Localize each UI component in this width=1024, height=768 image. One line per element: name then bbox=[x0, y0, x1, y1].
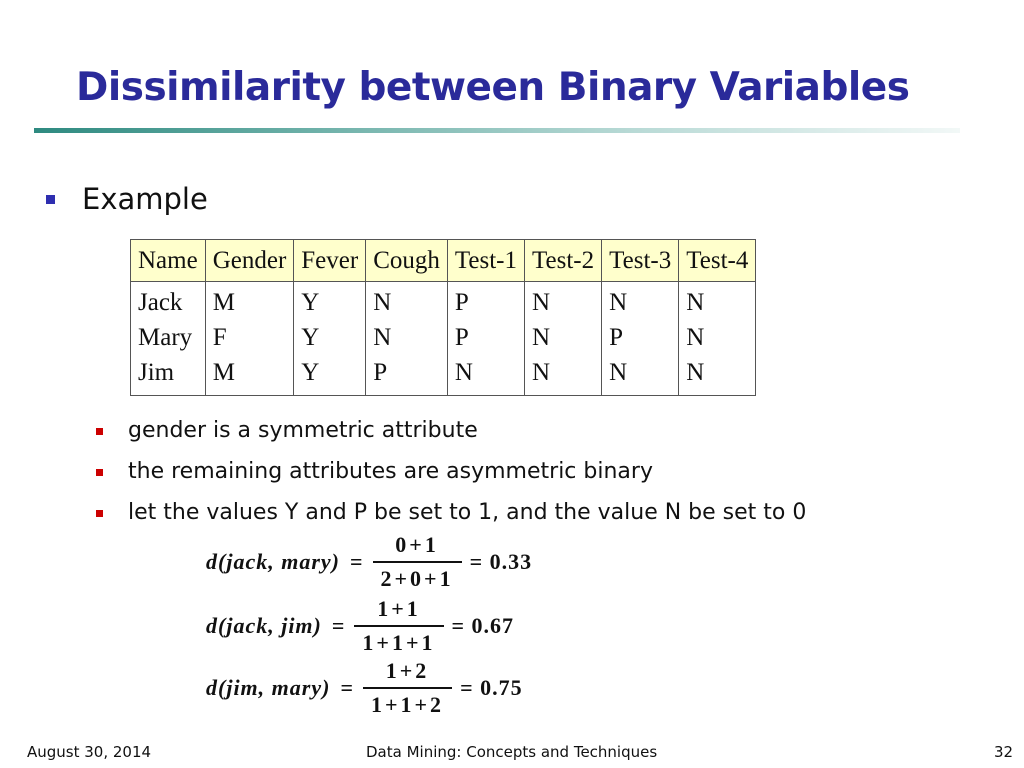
table-cell: N bbox=[609, 359, 628, 386]
equation-lhs: d(jim, mary) bbox=[206, 675, 331, 700]
header-test-4: Test-4 bbox=[679, 240, 756, 282]
col-gender bbox=[205, 282, 294, 396]
header-test-2: Test-2 bbox=[525, 240, 602, 282]
equation-result: = 0.33 bbox=[469, 549, 533, 574]
equation-lhs: d(jack, mary) bbox=[206, 549, 340, 574]
fraction-denominator: 2+0+1 bbox=[373, 561, 462, 592]
footer-title: Data Mining: Concepts and Techniques bbox=[366, 743, 658, 761]
equation-equals: = bbox=[349, 549, 363, 574]
table-cell: Jack bbox=[138, 289, 183, 316]
equation-jack-mary bbox=[206, 532, 532, 592]
col-test-3 bbox=[602, 282, 679, 396]
equation-fraction bbox=[354, 596, 443, 656]
footer-date: August 30, 2014 bbox=[27, 743, 152, 761]
header-name: Name bbox=[131, 240, 206, 282]
header-test-3: Test-3 bbox=[602, 240, 679, 282]
col-test-1 bbox=[447, 282, 524, 396]
col-fever bbox=[294, 282, 366, 396]
equation-fraction bbox=[363, 658, 452, 718]
table-cell: Y bbox=[301, 324, 320, 351]
table-cell: N bbox=[532, 359, 551, 386]
fraction-denominator: 1+1+2 bbox=[363, 687, 452, 718]
title-underline bbox=[34, 128, 960, 133]
header-cough: Cough bbox=[366, 240, 448, 282]
equation-result: = 0.75 bbox=[460, 675, 523, 700]
table-cell: P bbox=[373, 359, 388, 386]
table-cell: N bbox=[686, 289, 705, 316]
equation-lhs: d(jack, jim) bbox=[206, 613, 322, 638]
fraction-numerator: 1+1 bbox=[377, 596, 421, 621]
equation-result: = 0.67 bbox=[451, 613, 515, 638]
sub-bullet-marker bbox=[96, 428, 103, 435]
table-cell: N bbox=[454, 359, 473, 386]
header-test-1: Test-1 bbox=[447, 240, 524, 282]
header-fever: Fever bbox=[294, 240, 366, 282]
header-gender: Gender bbox=[205, 240, 294, 282]
equation-fraction bbox=[373, 532, 462, 592]
table-cell: N bbox=[609, 289, 628, 316]
table-cell: P bbox=[454, 324, 469, 351]
table-cell: N bbox=[532, 324, 551, 351]
table-cell: Y bbox=[301, 359, 320, 386]
col-test-2 bbox=[525, 282, 602, 396]
slide-title: Dissimilarity between Binary Variables bbox=[76, 65, 910, 110]
sub-bullet-marker bbox=[96, 469, 103, 476]
col-test-4 bbox=[679, 282, 756, 396]
table-cell: Jim bbox=[138, 359, 175, 386]
main-bullet-marker bbox=[46, 195, 55, 204]
equation-jack-jim bbox=[206, 596, 514, 656]
main-bullet-text: Example bbox=[82, 182, 208, 216]
sub-bullet-marker bbox=[96, 510, 103, 517]
table-cell: N bbox=[532, 289, 551, 316]
table-cell: N bbox=[373, 289, 392, 316]
sub-bullet-text: let the values Y and P be set to 1, and the value N be set to 0 bbox=[128, 500, 807, 525]
table-cell: P bbox=[609, 324, 624, 351]
sub-bullet-text: the remaining attributes are asymmetric binary bbox=[128, 459, 653, 484]
fraction-numerator: 1+2 bbox=[385, 658, 430, 683]
table-cell: F bbox=[212, 324, 227, 351]
equation-equals: = bbox=[340, 675, 353, 700]
sub-bullet-text: gender is a symmetric attribute bbox=[128, 418, 478, 443]
table-cell: M bbox=[212, 289, 235, 316]
fraction-denominator: 1+1+1 bbox=[354, 625, 443, 656]
col-name bbox=[131, 282, 206, 396]
table-cell: Y bbox=[301, 289, 320, 316]
equation-equals: = bbox=[331, 613, 345, 638]
footer-page-number: 32 bbox=[994, 743, 1014, 761]
example-table bbox=[130, 239, 756, 396]
equation-jim-mary bbox=[206, 658, 523, 718]
table-cell: N bbox=[686, 324, 705, 351]
table-cell: Mary bbox=[138, 324, 193, 351]
table-header-row bbox=[131, 240, 756, 282]
table-cell: M bbox=[212, 359, 235, 386]
table-cell: N bbox=[373, 324, 392, 351]
table-body-row bbox=[131, 282, 756, 396]
fraction-numerator: 0+1 bbox=[395, 532, 439, 557]
table-cell: N bbox=[686, 359, 705, 386]
table-cell: P bbox=[454, 289, 469, 316]
col-cough bbox=[366, 282, 448, 396]
